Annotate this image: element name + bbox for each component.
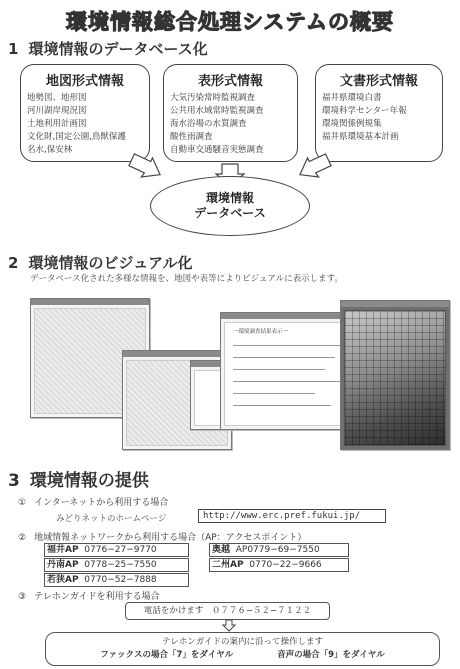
survey-result-window: [220, 312, 360, 430]
access-point-number: 0770−22−9666: [249, 560, 322, 570]
list-item: 福井県環境基本計画: [322, 132, 399, 142]
box-title: 表形式情報: [197, 74, 263, 89]
list-item: 海水浴場の水質調査: [170, 119, 247, 129]
arrow-down-right-icon: [295, 150, 333, 183]
page-title: 環境情報総合処理システムの概要: [66, 10, 394, 34]
database-ellipse: [150, 176, 310, 236]
guide-instruction: テレホンガイドの案内に沿って操作します: [161, 637, 324, 647]
list-item: 地勢図、地形図: [27, 93, 87, 103]
list-item: 大気汚染常時監視調査: [170, 93, 256, 103]
list-item: 公共用水域常時監視調査: [170, 106, 264, 116]
section-number: 2: [8, 254, 19, 272]
access-point-number: 0770−52−7888: [84, 575, 157, 585]
section-title: 環境情報の提供: [29, 471, 149, 491]
item-label: インターネットから利用する場合: [34, 498, 169, 508]
screenshot-collage: [20, 290, 450, 452]
list-item: 名水,保安林: [27, 145, 73, 155]
section-2-heading: [8, 252, 193, 273]
item-number: ①: [18, 498, 27, 508]
section-3-heading: [8, 466, 149, 491]
access-point-name: 奥越: [212, 545, 231, 555]
section-title: 環境情報のデータベース化: [28, 40, 208, 58]
list-item: 文化財,国定公園,鳥獣保護: [27, 132, 126, 142]
table-info-box: [163, 64, 298, 162]
item-number: ②: [18, 533, 27, 543]
access-point: [44, 573, 189, 587]
access-point-number: 0778−25−7550: [84, 560, 157, 570]
list-item: 自動車交通騒音実態調査: [170, 145, 264, 155]
access-point-number: 0776−27−9770: [84, 545, 157, 555]
box-title: 文書形式情報: [339, 74, 418, 89]
homepage-url-link[interactable]: http://www.erc.pref.fukui.jp/: [198, 509, 386, 523]
arrow-down-left-icon: [127, 150, 165, 183]
item-number: ③: [18, 592, 27, 602]
voice-option: 音声の場合「9」をダイヤル: [277, 650, 385, 660]
section-number: 3: [8, 471, 20, 491]
internet-item: [18, 495, 168, 508]
access-point: [44, 543, 189, 557]
guide-options: [46, 649, 439, 662]
section-2-description: データベース化された多様な情報を、地図や表等によりビジュアルに表示します。: [30, 274, 343, 284]
access-point-name: 丹南AP: [47, 560, 79, 570]
access-point: [44, 558, 189, 572]
item-label: 地域情報ネットワークから利用する場合（AP：アクセスポイント）: [34, 533, 307, 543]
access-point: [209, 543, 349, 557]
section-number: 1: [8, 40, 19, 58]
telephone-item: [18, 589, 160, 602]
section-1-heading: [8, 38, 208, 59]
database-label-1: 環境情報: [205, 191, 254, 205]
homepage-label: みどりネットのホームページ: [56, 514, 167, 524]
telephone-guide-box: [45, 632, 440, 666]
access-point-name: 福井AP: [47, 545, 79, 555]
fax-option: ファックスの場合「7」をダイヤル: [100, 650, 234, 660]
network-item: [18, 530, 306, 543]
arrow-down-icon: [222, 620, 236, 632]
list-item: 酸性雨調査: [170, 132, 213, 142]
telephone-number-box: 電話をかけます ０７７６−５２−７１２２: [125, 602, 330, 620]
list-item: 福井県環境白書: [322, 93, 382, 103]
access-point-name: 二州AP: [212, 560, 244, 570]
map-info-box: [20, 64, 150, 162]
section-title: 環境情報のビジュアル化: [28, 254, 193, 272]
access-point: [209, 558, 349, 572]
list-item: 環境科学センター年報: [322, 106, 407, 116]
access-point-name: 若狭AP: [47, 575, 79, 585]
mesh-map-window: [340, 300, 450, 450]
list-item: 土地利用計画図: [27, 119, 87, 129]
access-point-number: AP0779−69−7550: [235, 545, 320, 555]
list-item: 河川湖岸現況図: [27, 106, 87, 116]
window-title-text: 一環境調査結果表示一: [233, 329, 289, 335]
box-title: 地図形式情報: [45, 74, 124, 89]
item-label: テレホンガイドを利用する場合: [34, 592, 160, 602]
list-item: 環境関係例規集: [322, 119, 382, 129]
document-info-box: [315, 64, 443, 162]
database-label-2: データベース: [194, 206, 266, 220]
